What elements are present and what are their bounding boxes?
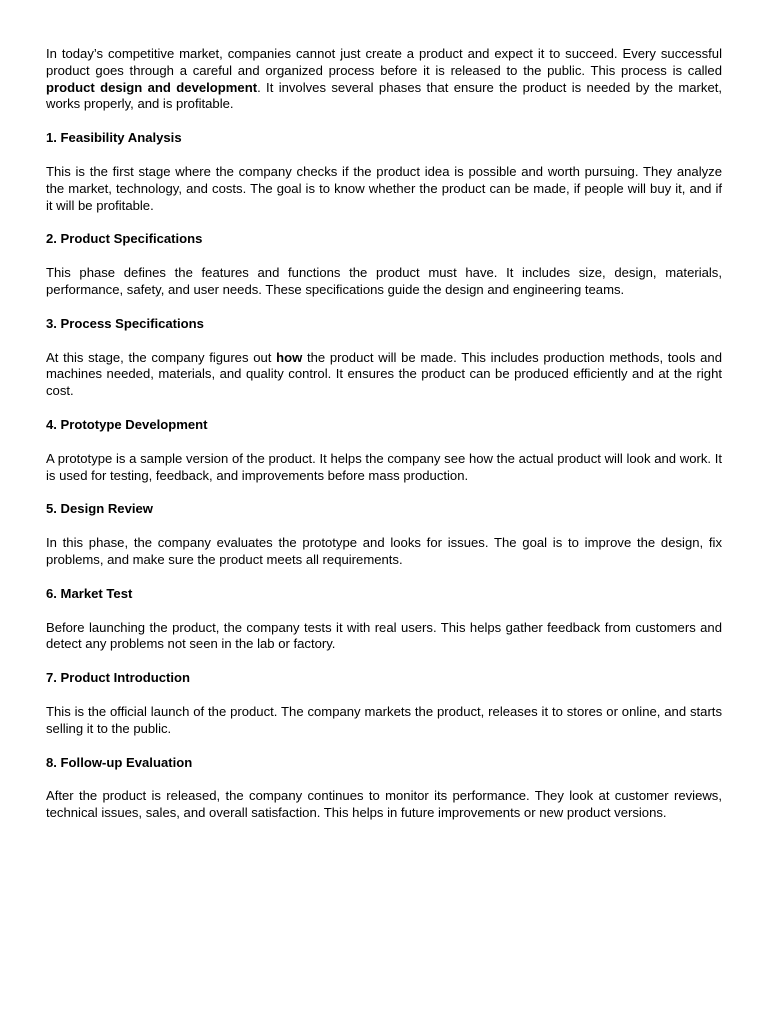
intro-paragraph (46, 46, 722, 113)
section-process-specifications (46, 316, 722, 400)
section-heading: 8. Follow-up Evaluation (46, 754, 193, 770)
section-heading: 1. Feasibility Analysis (46, 130, 182, 146)
section-body: This phase defines the features and functions the product must have. It includes size, design, materials, performance, safety, and user needs. These specifications guide the design and engineering teams. (46, 265, 722, 297)
section-product-introduction (46, 670, 722, 737)
section-feasibility-analysis (46, 130, 722, 214)
section-body: After the product is released, the company continues to monitor its performance. They look at customer reviews, technical issues, sales, and overall satisfaction. This helps in future improvements or new product versions. (46, 788, 722, 821)
section-body (46, 350, 722, 400)
section-body: This is the first stage where the company checks if the product idea is possible and worth pursuing. They analyze the market, technology, and costs. The goal is to know whether the product can be made, if people will buy it, and if it will be profitable. (46, 163, 722, 213)
section-heading: 6. Market Test (46, 585, 133, 601)
section-body: Before launching the product, the company tests it with real users. This helps gather feedback from customers and detect any problems not seen in the lab or factory. (46, 619, 722, 652)
section-heading: 4. Prototype Development (46, 416, 208, 432)
section-product-specifications (46, 231, 722, 298)
section-body: A prototype is a sample version of the product. It helps the company see how the actual product will look and work. It is used for testing, feedback, and improvements before mass production. (46, 450, 722, 483)
section-heading: 2. Product Specifications (46, 231, 203, 247)
section-body: In this phase, the company evaluates the prototype and looks for issues. The goal is to improve the design, fix problems, and make sure the product meets all requirements. (46, 535, 722, 567)
section-design-review (46, 501, 722, 568)
intro-bold-term: product design and development (46, 79, 258, 95)
section-body-part2: the product will be made. This includes production methods, tools and machines needed, materials, and quality control. It ensures the product can be produced efficiently and at the right cost. (46, 349, 722, 399)
intro-text-part2: . It involves several phases that ensure the product is needed by the market, works properly, and is profitable. (46, 79, 722, 112)
section-heading: 5. Design Review (46, 501, 153, 517)
section-follow-up-evaluation (46, 755, 722, 822)
section-market-test (46, 586, 722, 653)
section-body-part1: At this stage, the company figures out (46, 349, 277, 365)
section-body-bold-term: how (276, 349, 303, 365)
section-prototype-development (46, 417, 722, 484)
intro-text-part1: In today’s competitive market, companies cannot just create a product and expect it to succeed. Every successful product goes through a careful and organized process before it is released to the public. This process is called (46, 46, 722, 78)
section-heading: 7. Product Introduction (46, 670, 191, 686)
section-heading: 3. Process Specifications (46, 315, 204, 331)
section-body: This is the official launch of the product. The company markets the product, releases it to stores or online, and starts selling it to the public. (46, 703, 722, 736)
